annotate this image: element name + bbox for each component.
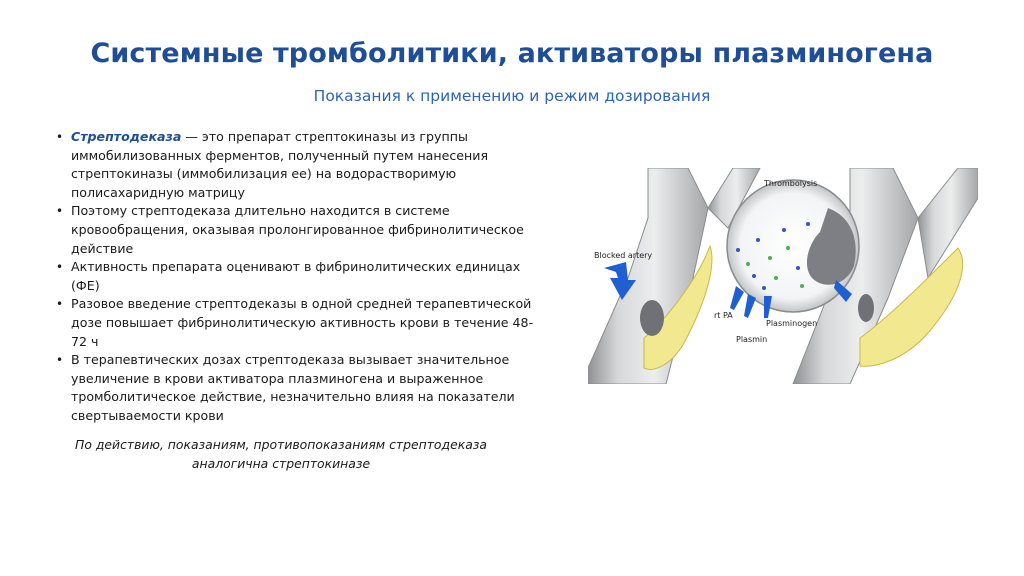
- bullet-item: [56, 258, 536, 295]
- arrow-icon: [730, 286, 744, 310]
- bullet-term: Стрептодеказа: [71, 129, 182, 144]
- bullet-dot: •: [56, 297, 64, 312]
- label-blocked-artery: Blocked artery: [594, 251, 653, 260]
- bullet-item: [56, 295, 536, 351]
- label-rt-pa: rt PA: [714, 311, 733, 320]
- bullet-text: Разовое введение стрептодеказы в одной средней терапевтической дозе повышает фибринолитическую активность крови в течение 48-72 ч: [71, 296, 534, 349]
- bullet-dot: •: [56, 130, 64, 144]
- footnote-line: По действию, показаниям, противопоказаниям стрептодеказа: [75, 437, 487, 452]
- slide-subtitle: Показания к применению и режим дозирования: [313, 87, 711, 105]
- thrombolysis-svg: [588, 168, 978, 384]
- arrow-icon: [744, 294, 756, 318]
- clot: [858, 294, 874, 322]
- bullet-text: Активность препарата оценивают в фибринолитических единицах (ФЕ): [71, 259, 521, 293]
- bullet-dot: •: [56, 204, 64, 219]
- bullet-list: [56, 128, 536, 426]
- footnote-line: аналогична стрептокиназе: [191, 455, 371, 471]
- slide-title: Системные тромболитики, активаторы плазминогена: [90, 38, 934, 69]
- label-plasminogen: Plasminogen: [766, 319, 818, 328]
- label-thrombolysis: Thrombolysis: [764, 179, 818, 188]
- thrombolysis-illustration: [588, 168, 978, 384]
- bullet-text: — это препарат стрептокиназы из группы иммобилизованных ферментов, полученный путем нанесения стрептокиназы (иммобилизация ее) на водорастворимую полисахаридную матрицу: [71, 129, 489, 200]
- bullet-text: Поэтому стрептодеказа длительно находится в системе кровообращения, оказывая пролонгированное фибринолитическое действие: [71, 203, 524, 256]
- bullet-text: В терапевтических дозах стрептодеказа вызывает значительное увеличение в крови активатора плазминогена и выраженное тромболитическое действие, незначительно влияя на показатели свертываемости крови: [71, 352, 515, 423]
- label-plasmin: Plasmin: [736, 335, 768, 344]
- footnote: [56, 436, 506, 473]
- bullet-item: [56, 351, 536, 425]
- bullet-dot: •: [56, 260, 64, 275]
- bullet-item: [56, 128, 536, 202]
- bullet-item: [56, 202, 536, 258]
- bullet-dot: •: [56, 353, 64, 368]
- clot: [640, 300, 664, 336]
